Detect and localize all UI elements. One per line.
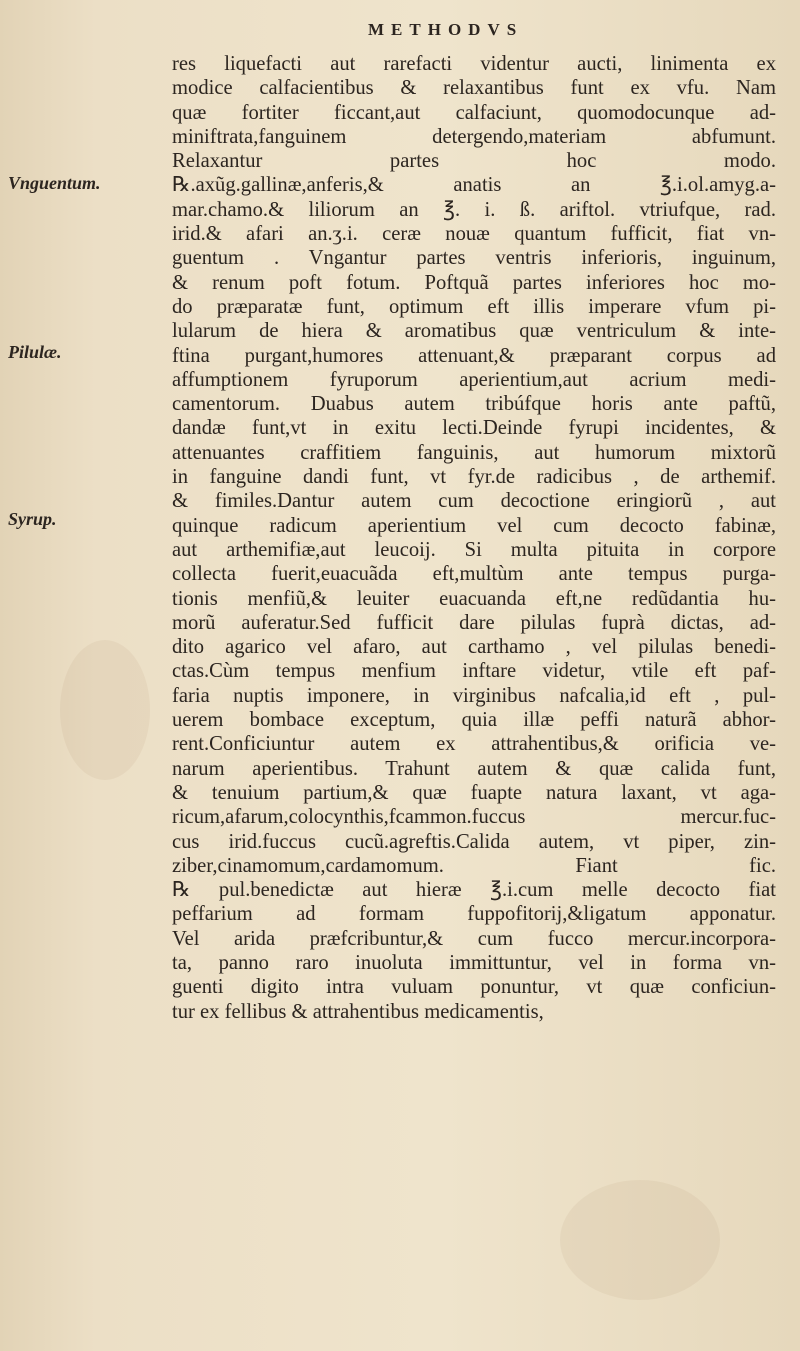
text-line: tur ex fellibus & attrahentibus medicamentis, (172, 1000, 544, 1023)
text-line: peffarium ad formam fuppofitorij,&ligatum apponatur. (172, 903, 776, 926)
text-line: cus irid.fuccus cucũ.agreftis.Calida autem, vt piper, zin- (172, 830, 776, 853)
text-line: affumptionem fyruporum aperientium,aut acrium medi- (172, 368, 776, 391)
text-line: camentorum. Duabus autem tribúfque horis ante paftũ, (172, 393, 776, 416)
text-line: ftina purgant,humores attenuant,& præparant corpus ad (172, 344, 776, 367)
text-line: dito agarico vel afaro, aut carthamo , vel pilulas benedi- (172, 636, 776, 659)
marginal-note-unguentum: Vnguentum. (8, 173, 101, 193)
text-line: uerem bombace exceptum, quia illæ peffi naturã abhor- (172, 709, 776, 732)
text-line: & tenuium partium,& quæ fuapte natura laxant, vt aga- (172, 781, 776, 804)
text-line: do præparatæ funt, optimum eft illis imperare vfum pi- (172, 295, 776, 318)
text-line: Vel arida præfcribuntur,& cum fucco mercur.incorpora- (172, 927, 776, 950)
marginal-note-syrup: Syrup. (8, 509, 57, 529)
text-line: & renum poft fotum. Poftquã partes inferiores hoc mo- (172, 271, 776, 294)
text-line: lularum de hiera & aromatibus quæ ventriculum & inte- (172, 320, 776, 343)
paper-stain (60, 640, 150, 780)
text-line: collecta fuerit,euacuãda eft,multùm ante tempus purga- (172, 563, 776, 586)
text-line: ℞.axũg.gallinæ,anferis,& anatis an ℥.i.ol.amyg.a- (172, 174, 776, 197)
text-line: Relaxantur partes hoc modo. (172, 150, 776, 173)
text-line: res liquefacti aut rarefacti videntur aucti, linimenta ex (172, 53, 776, 75)
text-line: in fanguine dandi funt, vt fyr.de radicibus , de arthemif. (172, 466, 776, 489)
text-line: ctas.Cùm tempus menfium inftare videtur, vtile eft paf- (172, 660, 776, 683)
text-line: & fimiles.Dantur autem cum decoctione eringiorũ , aut (172, 490, 776, 513)
text-line: ziber,cinamomum,cardamomum. Fiant fic. (172, 854, 776, 877)
text-line: quæ fortiter ficcant,aut calfaciunt, quomodocunque ad- (172, 101, 776, 124)
text-line: aut arthemifiæ,aut leucoij. Si multa pituita in corpore (172, 538, 776, 561)
text-line: dandæ funt,vt in exitu lecti.Deinde fyrupi incidentes, & (172, 417, 776, 440)
text-line: tionis menfiũ,& leuiter euacuanda eft,ne redũdantia hu- (172, 587, 776, 610)
marginal-note-pilulae: Pilulæ. (8, 342, 62, 362)
text-line: irid.& afari an.ʒ.i. ceræ nouæ quantum fufficit, fiat vn- (172, 223, 776, 246)
text-line: faria nuptis imponere, in virginibus nafcalia,id eft , pul- (172, 684, 776, 707)
text-line: modice calfacientibus & relaxantibus funt ex vfu. Nam (172, 77, 776, 100)
text-line: mar.chamo.& liliorum an ℥. i. ß. ariftol. vtriufque, rad. (172, 198, 776, 221)
text-line: quinque radicum aperientium vel cum decocto fabinæ, (172, 514, 776, 537)
text-line: guentum . Vngantur partes ventris inferioris, inguinum, (172, 247, 776, 270)
text-line: attenuantes craffitiem fanguinis, aut humorum mixtorũ (172, 441, 776, 464)
body-text (172, 52, 776, 1024)
text-line: miniftrata,fanguinem detergendo,materiam abfumunt. (172, 125, 776, 148)
text-line: ℞ pul.benedictæ aut hieræ ℥.i.cum melle decocto fiat (172, 879, 776, 902)
text-line: guenti digito intra vuluam ponuntur, vt quæ conficiun- (172, 976, 776, 999)
running-head: METHODVS (368, 20, 524, 39)
text-line: ta, panno raro inuoluta immittuntur, vel in forma vn- (172, 951, 776, 974)
text-line: narum aperientibus. Trahunt autem & quæ calida funt, (172, 757, 776, 780)
text-line: ricum,afarum,colocynthis,fcammon.fuccus mercur.fuc- (172, 806, 776, 829)
text-line: rent.Conficiuntur autem ex attrahentibus,& orificia ve- (172, 733, 776, 756)
text-line: morũ auferatur.Sed fufficit dare pilulas fuprà dictas, ad- (172, 611, 776, 634)
paper-stain (560, 1180, 720, 1300)
